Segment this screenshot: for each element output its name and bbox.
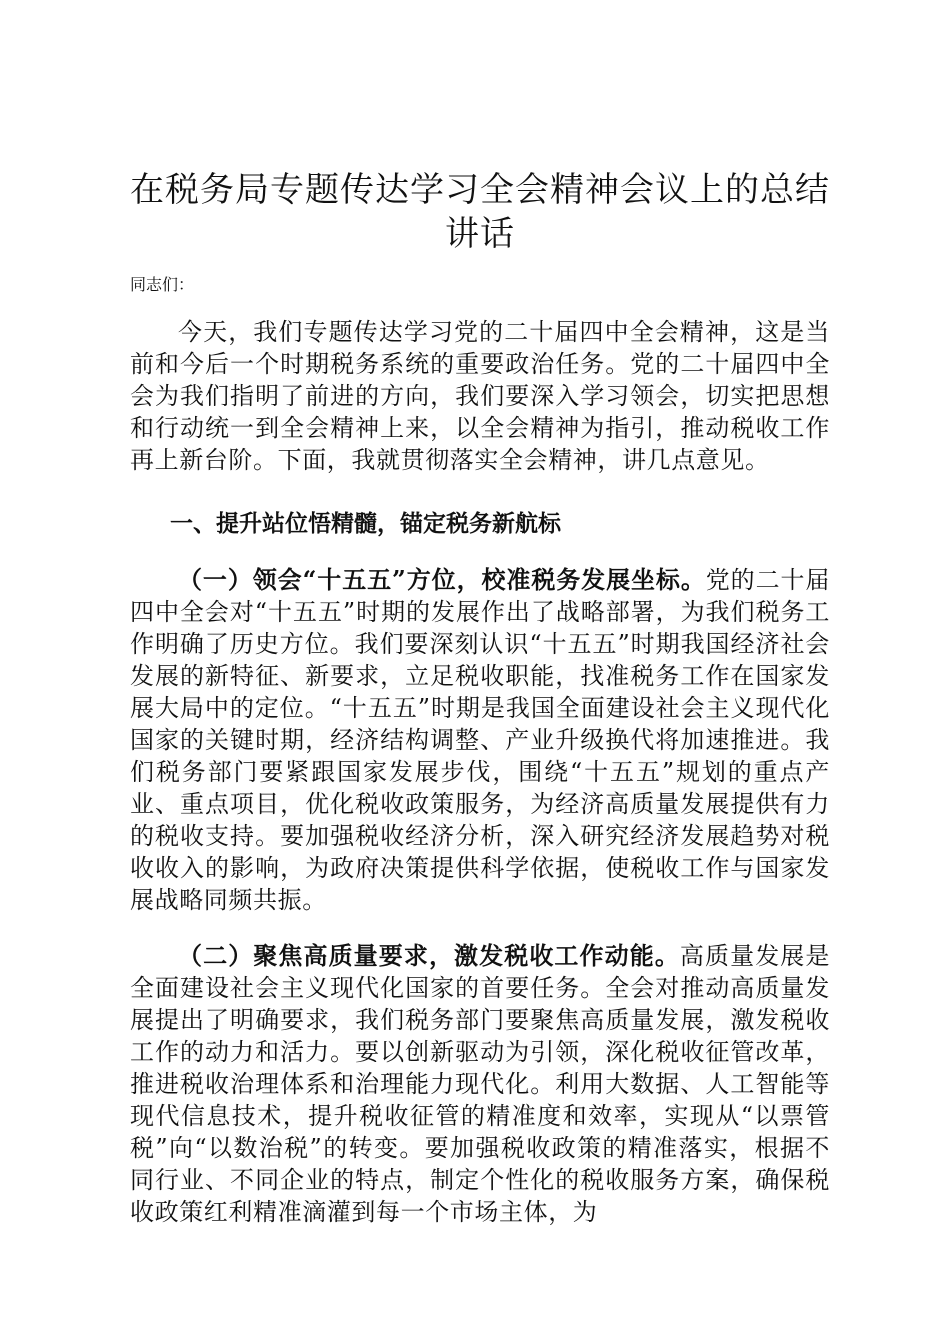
item-1-text: 党的二十届四中全会对“十五五”时期的发展作出了战略部署，为我们税务工作明确了历史方位。我们要深刻认识“十五五”时期我国经济社会发展的新特征、新要求，立足税收职能，找准税务工作在国家发展大局中的定位。“十五五”时期是我国全面建设社会主义现代化国家的关键时期，经济结构调整、产业升级换代将加速推进。我们税务部门要紧跟国家发展步伐，围绕“十五五”规划的重点产业、重点项目，优化税收政策服务，为经济高质量发展提供有力的税收支持。要加强税收经济分析，深入研究经济发展趋势对税收收入的影响，为政府决策提供科学依据，使税收工作与国家发展战略同频共振。	[130, 566, 831, 914]
document-page	[130, 168, 830, 1228]
intro-paragraph: 今天，我们专题传达学习党的二十届四中全会精神，这是当前和今后一个时期税务系统的重要政治任务。党的二十届四中全会为我们指明了前进的方向，我们要深入学习领会，切实把思想和行动统一到全会精神上来，以全会精神为指引，推动税收工作再上新台阶。下面，我就贯彻落实全会精神，讲几点意见。	[130, 318, 830, 474]
section-item-2	[130, 940, 830, 1228]
section-item-1	[130, 564, 830, 916]
salutation: 同志们：	[130, 275, 195, 294]
document-title: 在税务局专题传达学习全会精神会议上的总结讲话	[130, 170, 830, 254]
section-heading: 一、提升站位悟精髓，锚定税务新航标	[170, 510, 561, 537]
item-2-text: 高质量发展是全面建设社会主义现代化国家的首要任务。全会对推动高质量发展提出了明确要求，我们税务部门要聚焦高质量发展，激发税收工作的动力和活力。要以创新驱动为引领，深化税收征管改革，推进税收治理体系和治理能力现代化。利用大数据、人工智能等现代信息技术，提升税收征管的精准度和效率，实现从“以票管税”向“以数治税”的转变。要加强税收政策的精准落实，根据不同行业、不同企业的特点，制定个性化的税收服务方案，确保税收政策红利精准滴灌到每一个市场主体，为	[130, 942, 830, 1226]
item-1-lead: （一）领会“十五五”方位，校准税务发展坐标。	[178, 565, 706, 594]
item-2-lead: （二）聚焦高质量要求，激发税收工作动能。	[178, 941, 680, 970]
